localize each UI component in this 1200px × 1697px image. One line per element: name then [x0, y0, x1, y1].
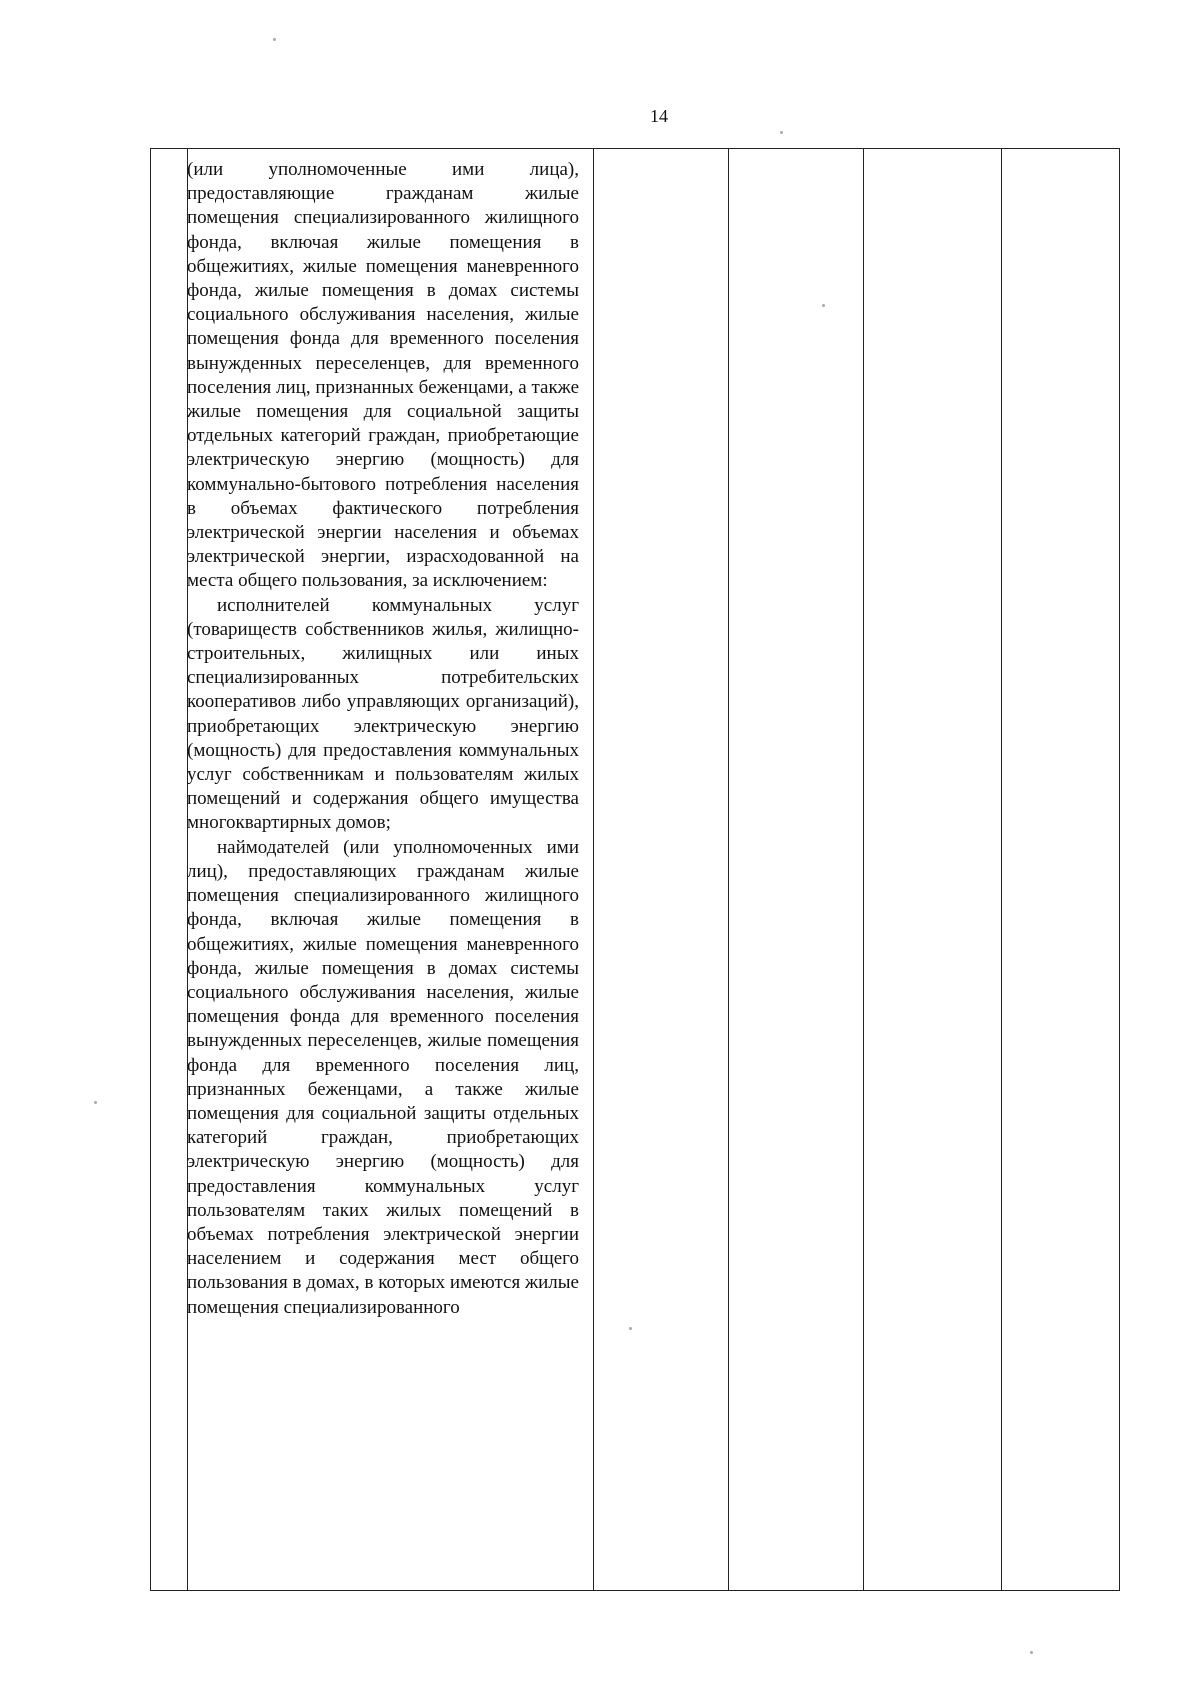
page-number: 14 [650, 106, 668, 126]
scan-speck [94, 1101, 97, 1104]
scan-speck [780, 131, 783, 134]
scan-speck [629, 1327, 632, 1330]
scan-speck [822, 304, 825, 307]
scan-speck [1030, 1651, 1033, 1654]
document-table [150, 148, 1120, 1591]
column-divider [1001, 149, 1002, 1590]
column-divider [728, 149, 729, 1590]
paragraph-intro: (или уполномоченные ими лица), предоставляющие гражданам жилые помещения специализированного жилищного фонда, включая жилые помещения в общежитиях, жилые помещения маневренного фонда, жилые помещения в домах системы социального обслуживания населения, жилые помещения фонда для временного поселения вынужденных переселенцев, для временного поселения лиц, признанных беженцами, а также жилые помещения для социальной защиты отдельных категорий граждан, приобретающие электрическую энергию (мощность) для коммунально-бытового потребления населения в объемах фактического потребления электрической энергии населения и объемах электрической энергии, израсходованной на места общего пользования, за исключением: [187, 159, 579, 592]
column-divider [593, 149, 594, 1590]
paragraph-landlords: наймодателей (или уполномоченных ими лиц), предоставляющих гражданам жилые помещения специализированного жилищного фонда, включая жилые помещения в общежитиях, жилые помещения маневренного фонда, жилые помещения в домах системы социального обслуживания населения, жилые помещения фонда для временного поселения вынужденных переселенцев, жилые помещения фонда для временного поселения лиц, признанных беженцами, а также жилые помещения для социальной защиты отдельных категорий граждан, приобретающих электрическую энергию (мощность) для предоставления коммунальных услуг пользователям таких жилых помещений в объемах потребления электрической энергии населением и содержания мест общего пользования в домах, в которых имеются жилые помещения специализированного [187, 836, 579, 1318]
description-cell [187, 158, 579, 1320]
column-divider [863, 149, 864, 1590]
scan-speck [273, 38, 276, 41]
paragraph-executors: исполнителей коммунальных услуг (товариществ собственников жилья, жилищно-строительных, жилищных или иных специализированных потребительских кооперативов либо управляющих организаций), приобретающих электрическую энергию (мощность) для предоставления коммунальных услуг собственникам и пользователям жилых помещений и содержания общего имущества многоквартирных домов; [187, 594, 579, 834]
